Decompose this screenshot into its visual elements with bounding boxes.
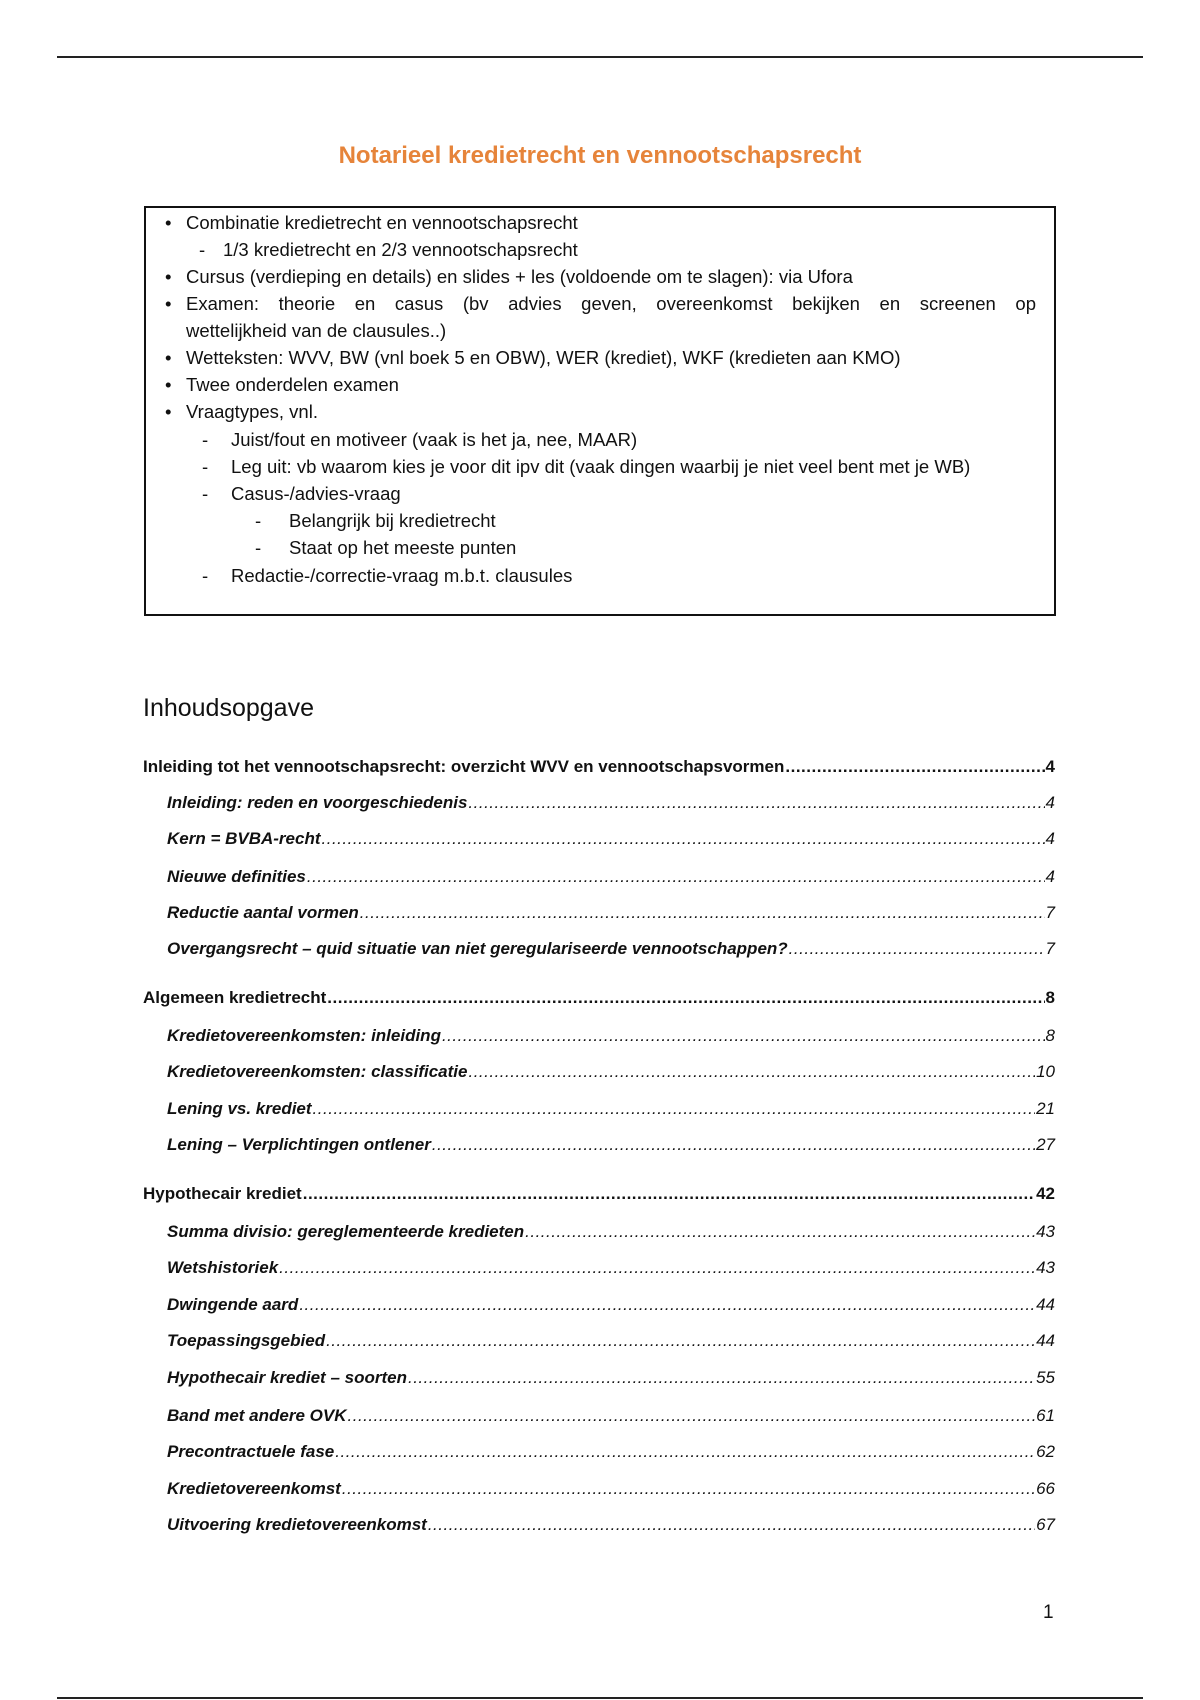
summary-item — [165, 400, 318, 424]
summary-text: Twee onderdelen examen — [186, 374, 399, 395]
document-title: Notarieel kredietrecht en vennootschapsrecht — [338, 142, 862, 169]
summary-text: Wetteksten: WVV, BW (vnl boek 5 en OBW), WER (krediet), WKF (kredieten aan KMO) — [186, 347, 901, 368]
toc-entry-chapter[interactable] — [143, 987, 1055, 1009]
summary-subitem — [202, 564, 573, 588]
toc-entry-title: Kern = BVBA-recht — [167, 829, 321, 848]
summary-continuation — [186, 319, 446, 343]
bullet-icon: • — [165, 212, 172, 233]
summary-text: 1/3 kredietrecht en 2/3 vennootschapsrecht — [223, 239, 578, 260]
summary-subsubitem — [255, 536, 517, 560]
toc-entry-page: 21 — [1036, 1099, 1055, 1118]
toc-entry-title: Kredietovereenkomsten: inleiding — [167, 1026, 441, 1045]
bullet-icon: • — [165, 347, 172, 368]
toc-entry-page: 4 — [1045, 829, 1055, 848]
toc-entry-section[interactable] — [167, 866, 1055, 888]
dash-icon: - — [255, 537, 262, 558]
summary-item — [165, 373, 399, 397]
toc-entry-page: 27 — [1036, 1135, 1055, 1154]
toc-entry-title: Toepassingsgebied — [167, 1331, 326, 1350]
footer-rule — [57, 1697, 1143, 1699]
toc-heading: Inhoudsopgave — [143, 694, 314, 722]
toc-entry-page: 44 — [1036, 1331, 1055, 1350]
summary-text: Staat op het meeste punten — [289, 537, 517, 558]
toc-entry-chapter[interactable] — [143, 1183, 1055, 1205]
toc-entry-title: Hypothecair krediet – soorten — [167, 1368, 407, 1387]
toc-entry-section[interactable] — [167, 1257, 1055, 1279]
toc-entry-section[interactable] — [167, 902, 1055, 924]
toc-entry-page: 43 — [1036, 1258, 1055, 1277]
bullet-icon: • — [165, 374, 172, 395]
toc-entry-title: Precontractuele fase — [167, 1442, 335, 1461]
toc-entry-section[interactable] — [167, 938, 1055, 960]
toc-entry-title: Kredietovereenkomsten: classificatie — [167, 1062, 468, 1081]
course-summary-box — [144, 206, 1056, 616]
summary-text: wettelijkheid van de clausules..) — [186, 320, 447, 341]
toc-entry-page: 10 — [1036, 1062, 1055, 1081]
toc-entry-section[interactable] — [167, 1330, 1055, 1352]
toc-entry-page: 67 — [1036, 1515, 1055, 1534]
toc-entry-title: Reductie aantal vormen — [167, 903, 359, 922]
summary-item — [165, 211, 578, 235]
toc-entry-page: 66 — [1036, 1479, 1055, 1498]
toc-entry-section[interactable] — [167, 828, 1055, 850]
toc-entry-title: Algemeen kredietrecht — [143, 988, 327, 1007]
toc-entry-section[interactable] — [167, 1478, 1055, 1500]
toc-entry-title: Band met andere OVK — [167, 1406, 347, 1425]
dash-icon: - — [199, 239, 206, 260]
toc-entry-page: 4 — [1045, 867, 1055, 886]
toc-entry-page: 4 — [1045, 757, 1055, 776]
toc-entry-page: 61 — [1036, 1406, 1055, 1425]
toc-entry-page: 7 — [1045, 939, 1055, 958]
summary-text: Vraagtypes, vnl. — [186, 401, 318, 422]
toc-entry-section[interactable] — [167, 1405, 1055, 1427]
summary-text: Casus-/advies-vraag — [231, 483, 401, 504]
dash-icon: - — [202, 483, 209, 504]
toc-entry-page: 44 — [1036, 1295, 1055, 1314]
bullet-icon: • — [165, 401, 172, 422]
toc-entry-title: Nieuwe definities — [167, 867, 306, 886]
dash-icon: - — [255, 510, 262, 531]
toc-entry-page: 55 — [1036, 1368, 1055, 1387]
toc-entry-section[interactable] — [167, 1061, 1055, 1083]
summary-item — [165, 346, 901, 370]
toc-entry-section[interactable] — [167, 1221, 1055, 1243]
summary-text: Combinatie kredietrecht en vennootschapsrecht — [186, 212, 578, 233]
toc-entry-title: Summa divisio: gereglementeerde kredieten — [167, 1222, 525, 1241]
toc-entry-page: 43 — [1036, 1222, 1055, 1241]
page-number: 1 — [1043, 1602, 1054, 1623]
summary-text: Belangrijk bij kredietrecht — [289, 510, 496, 531]
toc-entry-section[interactable] — [167, 1441, 1055, 1463]
summary-subitem — [202, 482, 401, 506]
toc-entry-title: Hypothecair krediet — [143, 1184, 302, 1203]
summary-subitem — [199, 238, 578, 262]
toc-entry-title: Lening vs. krediet — [167, 1099, 312, 1118]
toc-entry-title: Kredietovereenkomst — [167, 1479, 341, 1498]
summary-subitem — [202, 428, 638, 452]
summary-text: Juist/fout en motiveer (vaak is het ja, nee, MAAR) — [231, 429, 638, 450]
dash-icon: - — [202, 429, 209, 450]
toc-entry-page: 7 — [1045, 903, 1055, 922]
summary-text: Cursus (verdieping en details) en slides + les (voldoende om te slagen): via Ufora — [186, 266, 853, 287]
summary-text: Redactie-/correctie-vraag m.b.t. clausules — [231, 565, 573, 586]
summary-item — [165, 292, 1036, 316]
summary-text: Examen: theorie en casus (bv advies geven, overeenkomst bekijken en screenen op — [186, 293, 1036, 314]
summary-text: Leg uit: vb waarom kies je voor dit ipv dit (vaak dingen waarbij je niet veel bent met je WB) — [231, 456, 971, 477]
toc-entry-section[interactable] — [167, 1025, 1055, 1047]
toc-entry-page: 62 — [1036, 1442, 1055, 1461]
summary-subitem — [202, 455, 971, 479]
bullet-icon: • — [165, 293, 172, 314]
toc-entry-section[interactable] — [167, 1514, 1055, 1536]
header-rule — [57, 56, 1143, 58]
toc-entry-title: Overgangsrecht – quid situatie van niet geregulariseerde vennootschappen? — [167, 939, 788, 958]
bullet-icon: • — [165, 266, 172, 287]
toc-entry-section[interactable] — [167, 1294, 1055, 1316]
summary-item — [165, 265, 853, 289]
toc-entry-chapter[interactable] — [143, 756, 1055, 778]
dash-icon: - — [202, 456, 209, 477]
toc-entry-section[interactable] — [167, 792, 1055, 814]
toc-entry-page: 42 — [1036, 1184, 1055, 1203]
toc-entry-title: Dwingende aard — [167, 1295, 299, 1314]
toc-entry-page: 8 — [1045, 988, 1055, 1007]
toc-entry-section[interactable] — [167, 1098, 1055, 1120]
toc-entry-title: Uitvoering kredietovereenkomst — [167, 1515, 427, 1534]
toc-entry-title: Inleiding tot het vennootschapsrecht: overzicht WVV en vennootschapsvormen — [143, 757, 785, 776]
toc-entry-title: Wetshistoriek — [167, 1258, 279, 1277]
dash-icon: - — [202, 565, 209, 586]
toc-entry-page: 8 — [1045, 1026, 1055, 1045]
toc-entry-section[interactable] — [167, 1134, 1055, 1156]
toc-entry-title: Inleiding: reden en voorgeschiedenis — [167, 793, 468, 812]
summary-subsubitem — [255, 509, 496, 533]
toc-entry-section[interactable] — [167, 1367, 1055, 1389]
toc-entry-title: Lening – Verplichtingen ontlener — [167, 1135, 431, 1154]
toc-entry-page: 4 — [1045, 793, 1055, 812]
